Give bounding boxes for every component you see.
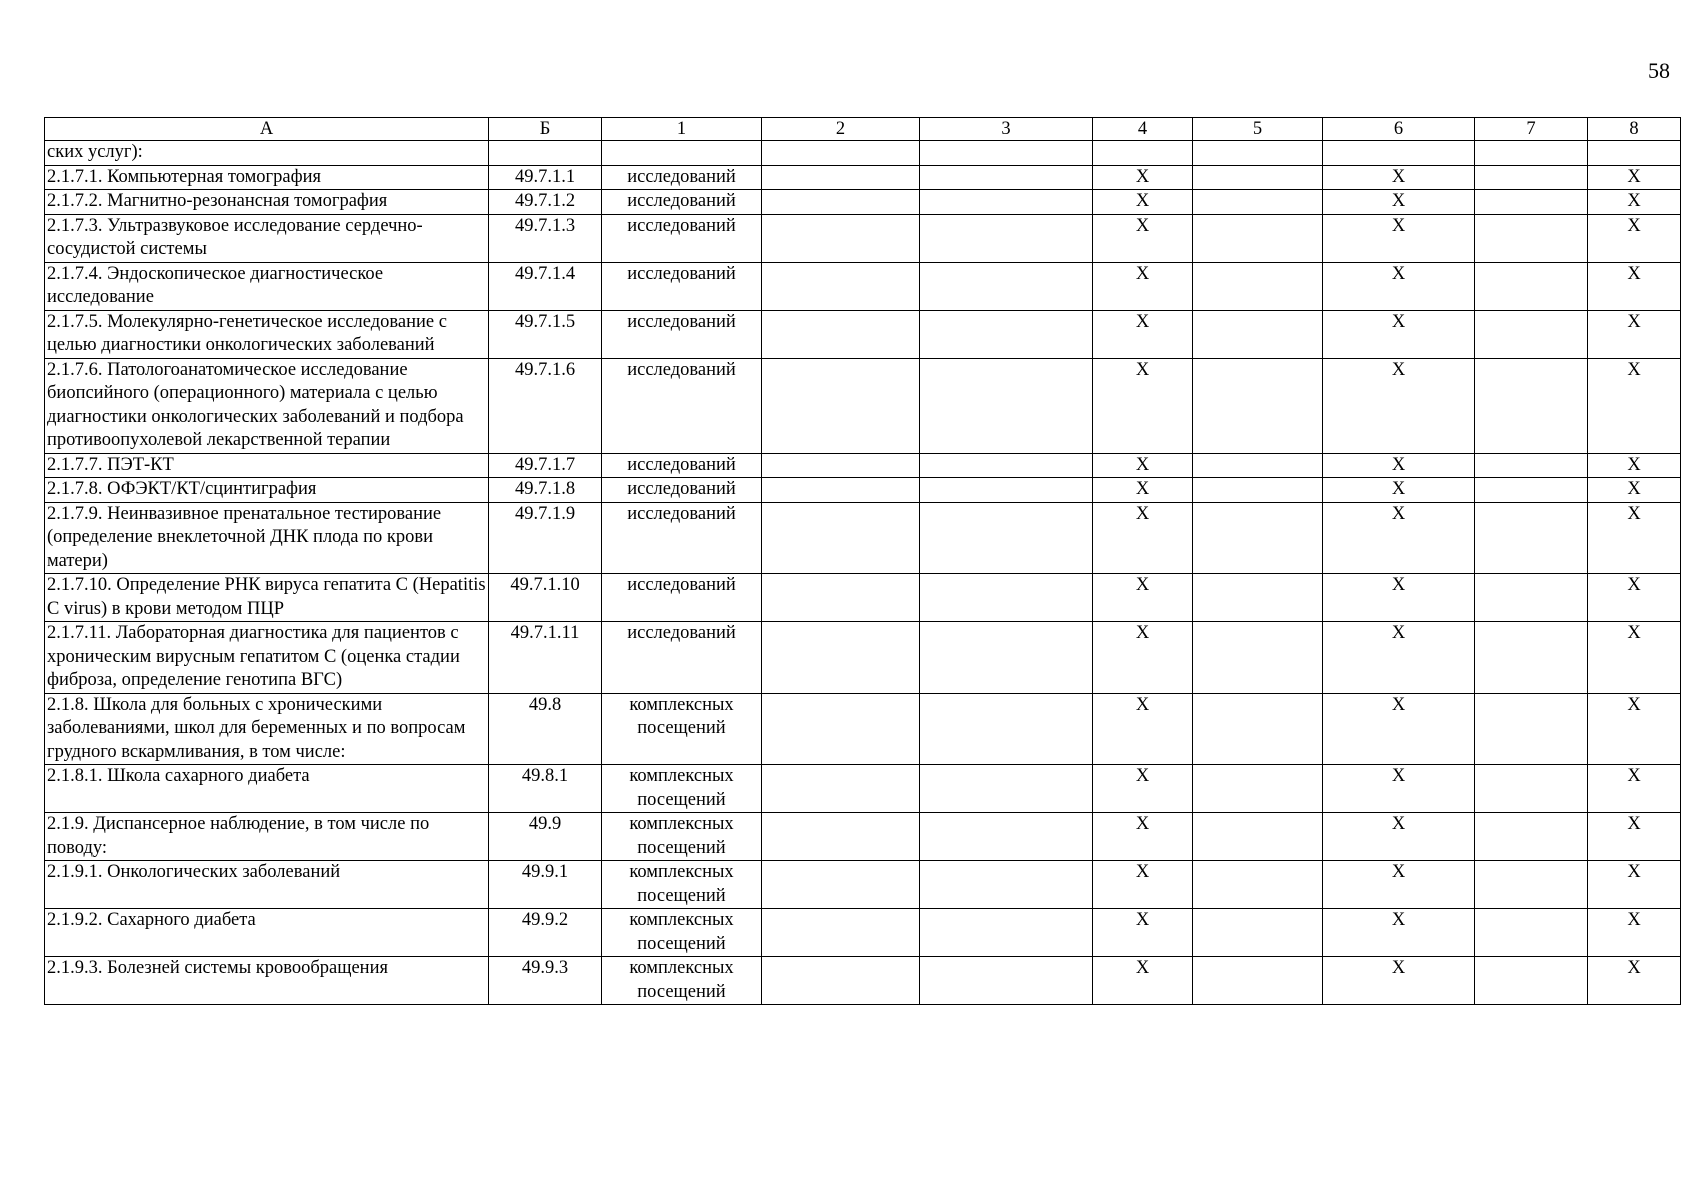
cell-col-7 (1475, 909, 1588, 957)
cell-name: 2.1.9.2. Сахарного диабета (45, 909, 489, 957)
cell-name: 2.1.7.1. Компьютерная томография (45, 165, 489, 190)
cell-code: 49.9.2 (489, 909, 602, 957)
cell-col-4: X (1093, 813, 1193, 861)
header-cell-a: А (45, 118, 489, 141)
header-cell-6: 6 (1323, 118, 1475, 141)
cell-col-7 (1475, 214, 1588, 262)
cell-code: 49.7.1.4 (489, 262, 602, 310)
cell-col-3 (920, 478, 1093, 503)
table-row (45, 765, 1681, 813)
cell-col-2 (762, 957, 920, 1005)
cell-col-8: X (1588, 478, 1681, 503)
cell-col-5 (1193, 358, 1323, 453)
cell-col-5 (1193, 262, 1323, 310)
cell-code: 49.7.1.7 (489, 453, 602, 478)
cell-name: 2.1.7.2. Магнитно-резонансная томография (45, 190, 489, 215)
cell-col-2 (762, 165, 920, 190)
cell-unit: исследований (602, 310, 762, 358)
cell-col-6: X (1323, 574, 1475, 622)
cell-name: 2.1.7.3. Ультразвуковое исследование сердечно-сосудистой системы (45, 214, 489, 262)
cell-col-4: X (1093, 574, 1193, 622)
cell-col-6: X (1323, 909, 1475, 957)
cell-col-5 (1193, 861, 1323, 909)
cell-col-6: X (1323, 310, 1475, 358)
cell-col-5 (1193, 765, 1323, 813)
cell-col-2 (762, 358, 920, 453)
cell-col-4: X (1093, 502, 1193, 574)
cell-col-2 (762, 813, 920, 861)
header-cell-b: Б (489, 118, 602, 141)
cell-col-2 (762, 214, 920, 262)
cell-code: 49.7.1.5 (489, 310, 602, 358)
cell-col-4: X (1093, 190, 1193, 215)
cell-code: 49.7.1.2 (489, 190, 602, 215)
cell-col-8: X (1588, 574, 1681, 622)
cell-col-3 (920, 358, 1093, 453)
cell-name: 2.1.9. Диспансерное наблюдение, в том числе по поводу: (45, 813, 489, 861)
cell-unit: комплексных посещений (602, 813, 762, 861)
cell-unit (602, 141, 762, 166)
cell-col-5 (1193, 190, 1323, 215)
cell-col-5 (1193, 214, 1323, 262)
table-row (45, 190, 1681, 215)
cell-name: 2.1.7.5. Молекулярно-генетическое исследование с целью диагностики онкологических заболеваний (45, 310, 489, 358)
table-row (45, 478, 1681, 503)
cell-col-5 (1193, 502, 1323, 574)
cell-col-7 (1475, 358, 1588, 453)
table-row (45, 861, 1681, 909)
table-row (45, 141, 1681, 166)
cell-name: 2.1.7.9. Неинвазивное пренатальное тестирование (определение внеклеточной ДНК плода по крови матери) (45, 502, 489, 574)
header-row (45, 118, 1681, 141)
cell-col-7 (1475, 141, 1588, 166)
cell-code: 49.7.1.6 (489, 358, 602, 453)
cell-col-2 (762, 693, 920, 765)
cell-name: 2.1.8. Школа для больных с хроническими заболеваниями, школ для беременных и по вопросам грудного вскармливания, в том числе: (45, 693, 489, 765)
table-row (45, 165, 1681, 190)
cell-col-3 (920, 813, 1093, 861)
table-row (45, 310, 1681, 358)
cell-unit: комплексных посещений (602, 957, 762, 1005)
table-row (45, 957, 1681, 1005)
cell-col-7 (1475, 861, 1588, 909)
cell-col-5 (1193, 478, 1323, 503)
cell-col-7 (1475, 693, 1588, 765)
cell-col-7 (1475, 262, 1588, 310)
cell-name: ских услуг): (45, 141, 489, 166)
cell-col-6: X (1323, 765, 1475, 813)
cell-col-8: X (1588, 957, 1681, 1005)
cell-col-6: X (1323, 262, 1475, 310)
cell-col-7 (1475, 813, 1588, 861)
cell-col-8: X (1588, 453, 1681, 478)
cell-col-6: X (1323, 165, 1475, 190)
table-body (45, 141, 1681, 1005)
cell-col-7 (1475, 502, 1588, 574)
cell-code: 49.7.1.9 (489, 502, 602, 574)
cell-name: 2.1.7.7. ПЭТ-КТ (45, 453, 489, 478)
cell-code: 49.7.1.11 (489, 622, 602, 694)
cell-col-2 (762, 141, 920, 166)
cell-name: 2.1.7.8. ОФЭКТ/КТ/сцинтиграфия (45, 478, 489, 503)
cell-unit: исследований (602, 622, 762, 694)
cell-col-4: X (1093, 165, 1193, 190)
cell-col-4: X (1093, 453, 1193, 478)
cell-col-6: X (1323, 190, 1475, 215)
cell-name: 2.1.8.1. Школа сахарного диабета (45, 765, 489, 813)
cell-col-4: X (1093, 262, 1193, 310)
table-header (45, 118, 1681, 141)
header-cell-2: 2 (762, 118, 920, 141)
table-row (45, 358, 1681, 453)
cell-code (489, 141, 602, 166)
cell-name: 2.1.7.6. Патологоанатомическое исследование биопсийного (операционного) материала с целью диагностики онкологических заболеваний и подбора противоопухолевой лекарственной терапии (45, 358, 489, 453)
cell-col-3 (920, 861, 1093, 909)
cell-col-2 (762, 262, 920, 310)
cell-col-3 (920, 693, 1093, 765)
cell-col-8: X (1588, 165, 1681, 190)
cell-unit: исследований (602, 478, 762, 503)
cell-col-7 (1475, 453, 1588, 478)
cell-col-6: X (1323, 813, 1475, 861)
cell-code: 49.7.1.8 (489, 478, 602, 503)
cell-col-4: X (1093, 909, 1193, 957)
cell-col-6: X (1323, 478, 1475, 503)
cell-unit: исследований (602, 262, 762, 310)
header-cell-1: 1 (602, 118, 762, 141)
cell-name: 2.1.7.10. Определение РНК вируса гепатита С (Hepatitis C virus) в крови методом ПЦР (45, 574, 489, 622)
cell-unit: комплексных посещений (602, 765, 762, 813)
cell-col-8: X (1588, 813, 1681, 861)
cell-col-7 (1475, 574, 1588, 622)
cell-col-7 (1475, 622, 1588, 694)
cell-col-3 (920, 190, 1093, 215)
cell-col-4: X (1093, 310, 1193, 358)
cell-col-4: X (1093, 693, 1193, 765)
cell-code: 49.8.1 (489, 765, 602, 813)
cell-col-6: X (1323, 358, 1475, 453)
header-cell-4: 4 (1093, 118, 1193, 141)
cell-col-4: X (1093, 478, 1193, 503)
table-row (45, 693, 1681, 765)
cell-col-5 (1193, 453, 1323, 478)
cell-col-5 (1193, 141, 1323, 166)
cell-col-8 (1588, 141, 1681, 166)
cell-col-2 (762, 861, 920, 909)
cell-name: 2.1.7.4. Эндоскопическое диагностическое исследование (45, 262, 489, 310)
cell-col-7 (1475, 765, 1588, 813)
cell-name: 2.1.9.3. Болезней системы кровообращения (45, 957, 489, 1005)
cell-unit: исследований (602, 502, 762, 574)
cell-col-3 (920, 957, 1093, 1005)
cell-col-8: X (1588, 909, 1681, 957)
cell-col-6: X (1323, 693, 1475, 765)
cell-col-2 (762, 622, 920, 694)
cell-unit: исследований (602, 453, 762, 478)
cell-code: 49.8 (489, 693, 602, 765)
cell-unit: исследований (602, 190, 762, 215)
cell-col-2 (762, 310, 920, 358)
table-row (45, 622, 1681, 694)
cell-col-3 (920, 622, 1093, 694)
cell-col-6: X (1323, 957, 1475, 1005)
cell-col-2 (762, 478, 920, 503)
cell-col-3 (920, 909, 1093, 957)
cell-col-3 (920, 214, 1093, 262)
cell-col-8: X (1588, 358, 1681, 453)
cell-col-2 (762, 190, 920, 215)
cell-col-2 (762, 909, 920, 957)
table-row (45, 574, 1681, 622)
cell-col-5 (1193, 909, 1323, 957)
cell-col-8: X (1588, 622, 1681, 694)
cell-col-6 (1323, 141, 1475, 166)
cell-unit: исследований (602, 358, 762, 453)
cell-col-6: X (1323, 214, 1475, 262)
cell-col-7 (1475, 310, 1588, 358)
cell-col-3 (920, 574, 1093, 622)
cell-col-6: X (1323, 622, 1475, 694)
cell-code: 49.9 (489, 813, 602, 861)
cell-col-4: X (1093, 214, 1193, 262)
cell-col-8: X (1588, 861, 1681, 909)
cell-col-4 (1093, 141, 1193, 166)
cell-col-2 (762, 453, 920, 478)
table-row (45, 813, 1681, 861)
cell-col-6: X (1323, 861, 1475, 909)
cell-unit: исследований (602, 214, 762, 262)
table-row (45, 262, 1681, 310)
cell-col-8: X (1588, 765, 1681, 813)
cell-unit: комплексных посещений (602, 909, 762, 957)
cell-col-8: X (1588, 190, 1681, 215)
cell-col-5 (1193, 574, 1323, 622)
header-cell-5: 5 (1193, 118, 1323, 141)
cell-unit: исследований (602, 574, 762, 622)
header-cell-7: 7 (1475, 118, 1588, 141)
cell-col-3 (920, 453, 1093, 478)
cell-col-6: X (1323, 502, 1475, 574)
cell-col-4: X (1093, 622, 1193, 694)
cell-code: 49.7.1.3 (489, 214, 602, 262)
cell-col-2 (762, 502, 920, 574)
cell-col-7 (1475, 165, 1588, 190)
cell-code: 49.7.1.1 (489, 165, 602, 190)
cell-col-7 (1475, 190, 1588, 215)
cell-col-5 (1193, 622, 1323, 694)
page-number: 58 (1648, 58, 1670, 83)
cell-col-8: X (1588, 693, 1681, 765)
cell-col-7 (1475, 957, 1588, 1005)
cell-col-3 (920, 141, 1093, 166)
cell-col-8: X (1588, 310, 1681, 358)
cell-col-3 (920, 502, 1093, 574)
cell-col-4: X (1093, 358, 1193, 453)
cell-col-8: X (1588, 262, 1681, 310)
header-cell-3: 3 (920, 118, 1093, 141)
cell-col-5 (1193, 813, 1323, 861)
cell-name: 2.1.9.1. Онкологических заболеваний (45, 861, 489, 909)
cell-col-7 (1475, 478, 1588, 503)
cell-col-3 (920, 165, 1093, 190)
cell-col-4: X (1093, 957, 1193, 1005)
cell-col-6: X (1323, 453, 1475, 478)
table-row (45, 909, 1681, 957)
cell-col-5 (1193, 957, 1323, 1005)
cell-col-2 (762, 765, 920, 813)
header-cell-8: 8 (1588, 118, 1681, 141)
cell-name: 2.1.7.11. Лабораторная диагностика для пациентов с хроническим вирусным гепатитом С (оценка стадии фиброза, определение генотипа ВГС) (45, 622, 489, 694)
cell-col-3 (920, 310, 1093, 358)
cell-col-5 (1193, 693, 1323, 765)
cell-col-3 (920, 262, 1093, 310)
table-row (45, 214, 1681, 262)
cell-col-8: X (1588, 502, 1681, 574)
cell-col-8: X (1588, 214, 1681, 262)
cell-code: 49.7.1.10 (489, 574, 602, 622)
table-row (45, 453, 1681, 478)
cell-unit: комплексных посещений (602, 861, 762, 909)
cell-unit: исследований (602, 165, 762, 190)
cell-col-5 (1193, 165, 1323, 190)
cell-code: 49.9.3 (489, 957, 602, 1005)
cell-col-3 (920, 765, 1093, 813)
cell-code: 49.9.1 (489, 861, 602, 909)
cell-unit: комплексных посещений (602, 693, 762, 765)
cell-col-2 (762, 574, 920, 622)
cell-col-4: X (1093, 765, 1193, 813)
cell-col-4: X (1093, 861, 1193, 909)
table-row (45, 502, 1681, 574)
cell-col-5 (1193, 310, 1323, 358)
services-table (44, 117, 1681, 1005)
